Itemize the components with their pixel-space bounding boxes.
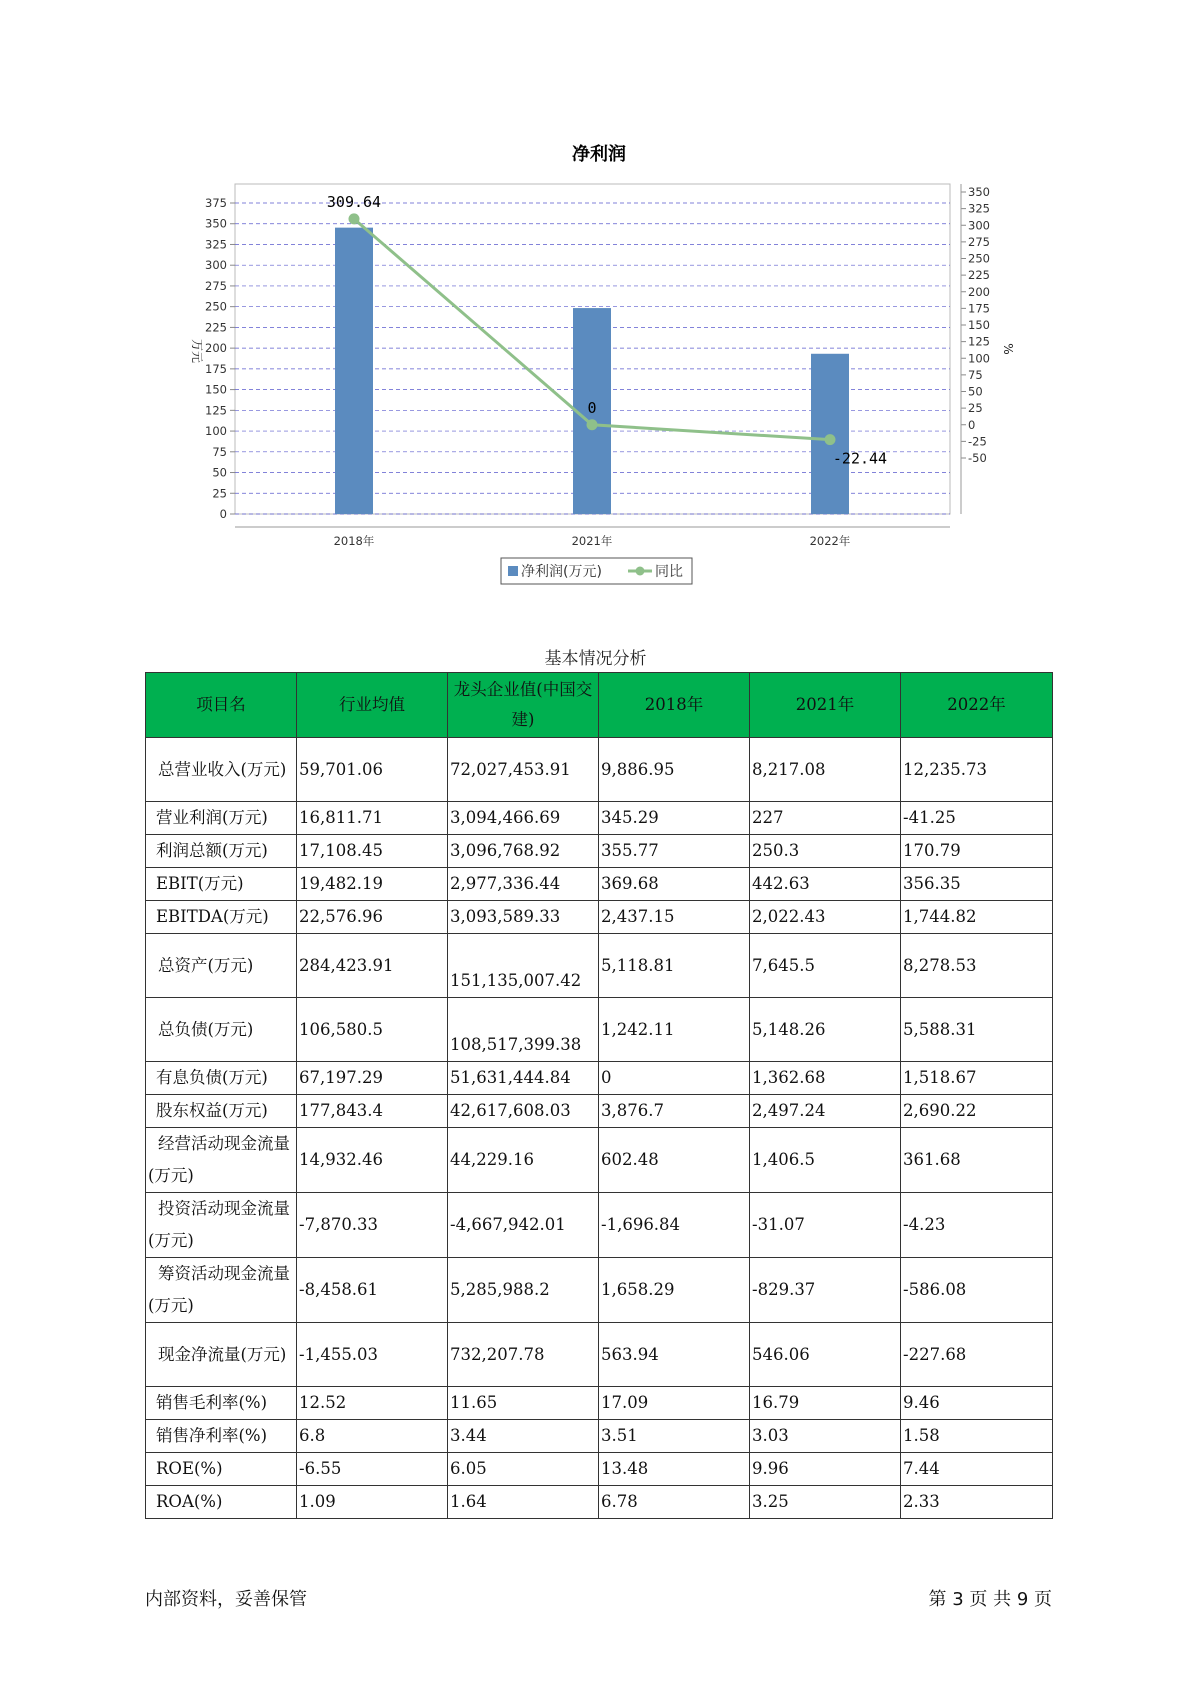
left-tick-label-15: 375	[205, 196, 227, 210]
right-tick-label-11: 225	[968, 268, 990, 283]
value-cell: 14,932.46	[297, 1128, 448, 1193]
table-row	[146, 998, 1053, 1062]
value-cell: -227.68	[901, 1323, 1053, 1387]
left-tick-label-13: 325	[205, 237, 227, 252]
table-row	[146, 1128, 1053, 1193]
row-label-cell: 销售毛利率(%)	[146, 1387, 297, 1420]
value-cell: -41.25	[901, 802, 1053, 835]
table-row	[146, 1095, 1053, 1128]
footer-note: 内部资料，妥善保管	[145, 1589, 307, 1610]
value-cell: 5,285,988.2	[448, 1258, 599, 1323]
left-tick-label-11: 275	[205, 278, 227, 293]
table-row	[146, 835, 1053, 868]
value-cell: -6.55	[297, 1453, 448, 1486]
yoy-data-label-2022年: -22.44	[832, 449, 888, 468]
left-tick-label-14: 350	[205, 216, 227, 231]
value-cell: 732,207.78	[448, 1323, 599, 1387]
legend-line-label: 同比	[655, 564, 683, 580]
header-cell: 龙头企业值(中国交建)	[448, 673, 599, 738]
table-row	[146, 802, 1053, 835]
row-label-cell: 股东权益(万元)	[146, 1095, 297, 1128]
row-label-cell: 筹资活动现金流量(万元)	[146, 1258, 297, 1323]
value-cell: 1,406.5	[750, 1128, 901, 1193]
table-header-row	[146, 673, 1053, 738]
left-tick-label-10: 250	[205, 299, 227, 314]
right-tick-label-0: -50	[968, 451, 987, 465]
right-tick-label-1: -25	[968, 434, 987, 449]
row-label-cell: 总资产(万元)	[146, 934, 297, 998]
value-cell: 8,217.08	[750, 738, 901, 802]
header-cell: 行业均值	[297, 673, 448, 738]
value-cell: 17,108.45	[297, 835, 448, 868]
row-label-cell: EBITDA(万元)	[146, 901, 297, 934]
value-cell: 2.33	[901, 1486, 1053, 1519]
row-label-cell: 有息负债(万元)	[146, 1062, 297, 1095]
left-axis-ticks	[205, 196, 235, 521]
bar-2022年	[811, 354, 849, 514]
value-cell: 6.78	[599, 1486, 750, 1519]
value-cell: -31.07	[750, 1193, 901, 1258]
table-row	[146, 934, 1053, 998]
value-cell: 3,094,466.69	[448, 802, 599, 835]
value-cell: -8,458.61	[297, 1258, 448, 1323]
value-cell: 108,517,399.38	[448, 998, 599, 1062]
yoy-data-label-2018年: 309.64	[326, 192, 382, 211]
row-label-cell: 总负债(万元)	[146, 998, 297, 1062]
value-cell: 170.79	[901, 835, 1053, 868]
value-cell: 442.63	[750, 868, 901, 901]
value-cell: 2,437.15	[599, 901, 750, 934]
left-tick-label-9: 225	[205, 320, 227, 335]
value-cell: 1.58	[901, 1420, 1053, 1453]
right-tick-label-14: 300	[968, 218, 990, 233]
value-cell: 361.68	[901, 1128, 1053, 1193]
value-cell: 9,886.95	[599, 738, 750, 802]
value-cell: 16,811.71	[297, 802, 448, 835]
yoy-point-2021年	[587, 419, 598, 430]
value-cell: 0	[599, 1062, 750, 1095]
value-cell: 227	[750, 802, 901, 835]
value-cell: 355.77	[599, 835, 750, 868]
legend-bar-swatch	[508, 566, 518, 576]
value-cell: 106,580.5	[297, 998, 448, 1062]
value-cell: -4,667,942.01	[448, 1193, 599, 1258]
yoy-point-2018年	[349, 213, 360, 224]
value-cell: 22,576.96	[297, 901, 448, 934]
legend-line-marker	[636, 567, 645, 576]
right-tick-label-16: 350	[968, 185, 990, 199]
right-axis-ticks	[961, 185, 990, 465]
chart-title: 净利润	[572, 144, 626, 165]
value-cell: 9.96	[750, 1453, 901, 1486]
right-tick-label-5: 75	[968, 367, 983, 382]
table-row	[146, 1486, 1053, 1519]
value-cell: 51,631,444.84	[448, 1062, 599, 1095]
table-title: 基本情况分析	[544, 649, 647, 669]
value-cell: 602.48	[599, 1128, 750, 1193]
right-tick-label-2: 0	[968, 417, 976, 432]
right-tick-label-4: 50	[968, 384, 983, 399]
value-cell: 11.65	[448, 1387, 599, 1420]
value-cell: 7,645.5	[750, 934, 901, 998]
x-tick-label-0: 2018年	[333, 534, 375, 548]
left-tick-label-12: 300	[205, 258, 227, 273]
value-cell: 67,197.29	[297, 1062, 448, 1095]
value-cell: 9.46	[901, 1387, 1053, 1420]
right-tick-label-10: 200	[968, 284, 990, 299]
left-tick-label-4: 100	[205, 424, 227, 439]
value-cell: 12.52	[297, 1387, 448, 1420]
value-cell: 44,229.16	[448, 1128, 599, 1193]
table-row	[146, 1062, 1053, 1095]
right-tick-label-3: 25	[968, 401, 983, 416]
left-tick-label-6: 150	[205, 382, 227, 397]
value-cell: 3,876.7	[599, 1095, 750, 1128]
value-cell: 42,617,608.03	[448, 1095, 599, 1128]
value-cell: 6.05	[448, 1453, 599, 1486]
row-label-cell: EBIT(万元)	[146, 868, 297, 901]
value-cell: -829.37	[750, 1258, 901, 1323]
left-tick-label-7: 175	[205, 361, 227, 376]
value-cell: 284,423.91	[297, 934, 448, 998]
value-cell: 563.94	[599, 1323, 750, 1387]
value-cell: 177,843.4	[297, 1095, 448, 1128]
table-row	[146, 1453, 1053, 1486]
value-cell: 1.09	[297, 1486, 448, 1519]
value-cell: -586.08	[901, 1258, 1053, 1323]
value-cell: 1,362.68	[750, 1062, 901, 1095]
value-cell: 1.64	[448, 1486, 599, 1519]
value-cell: 3,096,768.92	[448, 835, 599, 868]
value-cell: 2,690.22	[901, 1095, 1053, 1128]
value-cell: 8,278.53	[901, 934, 1053, 998]
value-cell: -1,696.84	[599, 1193, 750, 1258]
value-cell: 151,135,007.42	[448, 934, 599, 998]
value-cell: 1,744.82	[901, 901, 1053, 934]
right-tick-label-9: 175	[968, 301, 990, 316]
table-row	[146, 1323, 1053, 1387]
value-cell: 5,118.81	[599, 934, 750, 998]
legend-bar-label: 净利润(万元)	[521, 564, 602, 580]
left-tick-label-2: 50	[212, 465, 227, 480]
left-tick-label-5: 125	[205, 403, 227, 418]
value-cell: 7.44	[901, 1453, 1053, 1486]
value-cell: 3,093,589.33	[448, 901, 599, 934]
value-cell: 2,977,336.44	[448, 868, 599, 901]
value-cell: 250.3	[750, 835, 901, 868]
value-cell: 345.29	[599, 802, 750, 835]
yoy-data-label-2021年: 0	[587, 398, 597, 417]
right-tick-label-7: 125	[968, 334, 990, 349]
value-cell: 16.79	[750, 1387, 901, 1420]
left-tick-label-8: 200	[205, 341, 227, 356]
value-cell: 19,482.19	[297, 868, 448, 901]
value-cell: 3.03	[750, 1420, 901, 1453]
row-label-cell: ROA(%)	[146, 1486, 297, 1519]
value-cell: 1,242.11	[599, 998, 750, 1062]
yoy-point-2022年	[825, 434, 836, 445]
value-cell: 2,497.24	[750, 1095, 901, 1128]
row-label-cell: 利润总额(万元)	[146, 835, 297, 868]
value-cell: -7,870.33	[297, 1193, 448, 1258]
row-label-cell: 营业利润(万元)	[146, 802, 297, 835]
value-cell: 59,701.06	[297, 738, 448, 802]
header-cell: 2018年	[599, 673, 750, 738]
value-cell: 5,588.31	[901, 998, 1053, 1062]
right-tick-label-6: 100	[968, 351, 990, 366]
x-axis-ticks	[334, 534, 851, 548]
left-tick-label-0: 0	[219, 507, 227, 521]
right-tick-label-15: 325	[968, 201, 990, 216]
row-label-cell: 销售净利率(%)	[146, 1420, 297, 1453]
table-row	[146, 1420, 1053, 1453]
value-cell: 356.35	[901, 868, 1053, 901]
table-row	[146, 868, 1053, 901]
right-tick-label-12: 250	[968, 251, 990, 266]
value-cell: 72,027,453.91	[448, 738, 599, 802]
value-cell: 6.8	[297, 1420, 448, 1453]
bar-2018年	[335, 228, 373, 514]
row-label-cell: 经营活动现金流量(万元)	[146, 1128, 297, 1193]
x-tick-label-2: 2022年	[809, 534, 851, 548]
value-cell: 546.06	[750, 1323, 901, 1387]
value-cell: 1,658.29	[599, 1258, 750, 1323]
left-tick-label-1: 25	[212, 486, 227, 501]
value-cell: -1,455.03	[297, 1323, 448, 1387]
table-row	[146, 901, 1053, 934]
right-tick-label-13: 275	[968, 234, 990, 249]
value-cell: 1,518.67	[901, 1062, 1053, 1095]
page-number: 第 3 页 共 9 页	[928, 1589, 1052, 1610]
table-row	[146, 1258, 1053, 1323]
value-cell: 369.68	[599, 868, 750, 901]
basic-analysis-table	[145, 672, 1053, 1519]
net-profit-chart	[0, 0, 1191, 600]
header-cell: 2022年	[901, 673, 1053, 738]
x-tick-label-1: 2021年	[571, 534, 613, 548]
header-cell: 2021年	[750, 673, 901, 738]
header-cell: 项目名	[146, 673, 297, 738]
row-label-cell: ROE(%)	[146, 1453, 297, 1486]
value-cell: 13.48	[599, 1453, 750, 1486]
value-cell: 3.25	[750, 1486, 901, 1519]
value-cell: 3.44	[448, 1420, 599, 1453]
value-cell: 5,148.26	[750, 998, 901, 1062]
right-tick-label-8: 150	[968, 318, 990, 332]
value-cell: 17.09	[599, 1387, 750, 1420]
row-label-cell: 投资活动现金流量(万元)	[146, 1193, 297, 1258]
left-tick-label-3: 75	[212, 444, 227, 459]
value-cell: 2,022.43	[750, 901, 901, 934]
left-axis-title: 万元	[190, 338, 204, 364]
table-row	[146, 1387, 1053, 1420]
row-label-cell: 现金净流量(万元)	[146, 1323, 297, 1387]
value-cell: 12,235.73	[901, 738, 1053, 802]
right-axis-title: %	[1001, 343, 1015, 355]
row-label-cell: 总营业收入(万元)	[146, 738, 297, 802]
value-cell: -4.23	[901, 1193, 1053, 1258]
value-cell: 3.51	[599, 1420, 750, 1453]
table-row	[146, 738, 1053, 802]
chart-legend	[501, 558, 692, 584]
table-row	[146, 1193, 1053, 1258]
